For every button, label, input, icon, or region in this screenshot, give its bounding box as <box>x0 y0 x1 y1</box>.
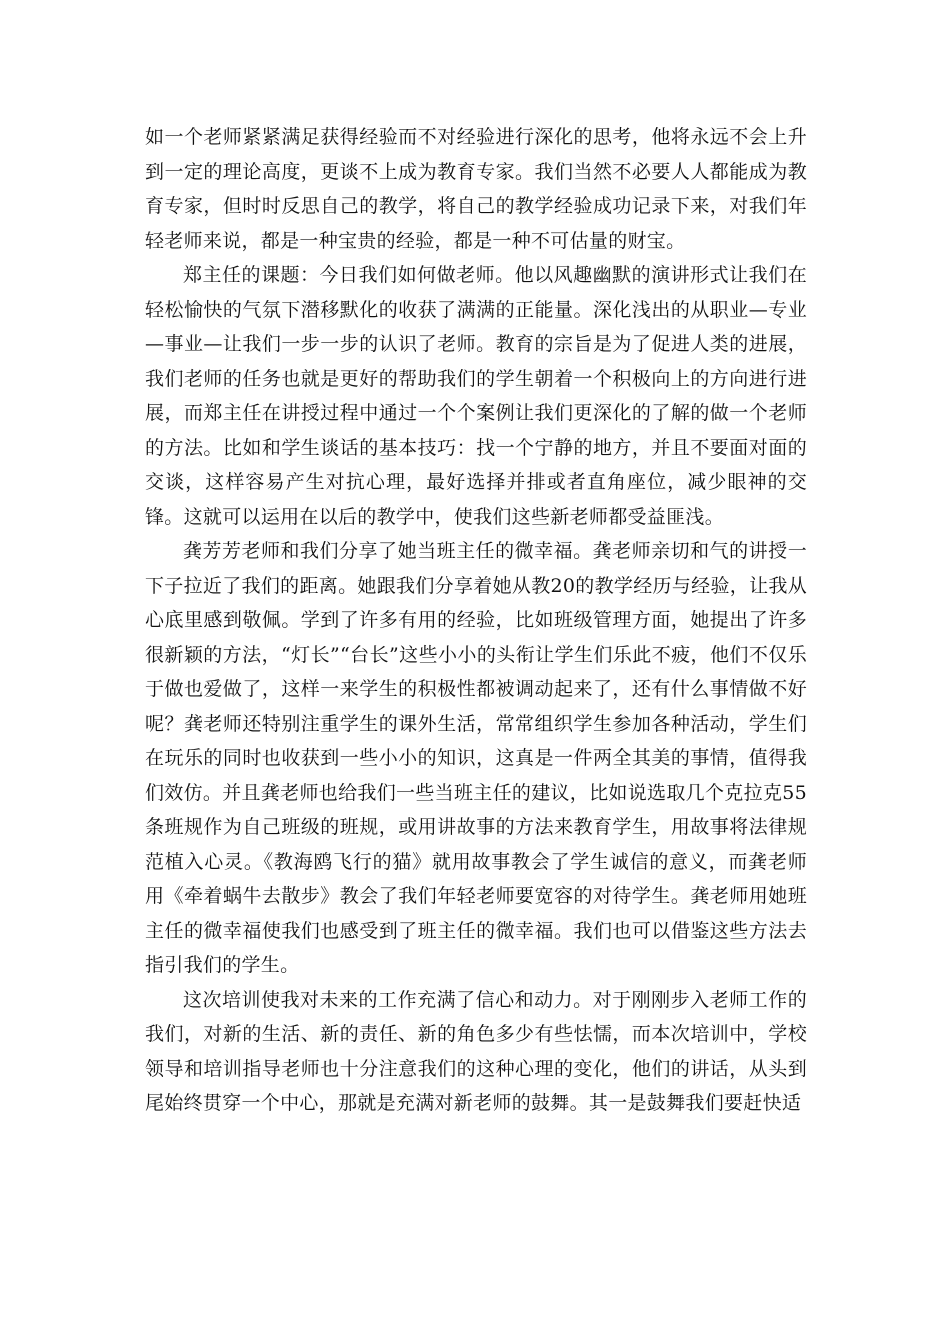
document-body <box>145 120 807 1121</box>
paragraph-zheng-director: 郑主任的课题：今日我们如何做老师。他以风趣幽默的演讲形式让我们在轻松愉快的气氛下潜移默化的收获了满满的正能量。深化浅出的从职业—专业—事业—让我们一步一步的认识了老师。教育的宗旨是为了促进人类的进展，我们老师的任务也就是更好的帮助我们的学生朝着一个积极向上的方向进行进展，而郑主任在讲授过程中通过一个个案例让我们更深化的了解的做一个老师的方法。比如和学生谈话的基本技巧：找一个宁静的地方，并且不要面对面的交谈，这样容易产生对抗心理，最好选择并排或者直角座位，减少眼神的交锋。这就可以运用在以后的教学中，使我们这些新老师都受益匪浅。 <box>145 264 807 528</box>
paragraph-gong-teacher: 龚芳芳老师和我们分享了她当班主任的微幸福。龚老师亲切和气的讲授一下子拉近了我们的距离。她跟我们分享着她从教20的教学经历与经验，让我从心底里感到敬佩。学到了许多有用的经验，比如班级管理方面，她提出了许多很新颖的方法，“灯长”“台长”这些小小的头衔让学生们乐此不疲，他们不仅乐于做也爱做了，这样一来学生的积极性都被调动起来了，还有什么事情做不好呢？龚老师还特别注重学生的课外生活，常常组织学生参加各种活动，学生们在玩乐的同时也收获到一些小小的知识，这真是一件两全其美的事情，值得我们效仿。并且龚老师也给我们一些当班主任的建议，比如说选取几个克拉克55条班规作为自己班级的班规，或用讲故事的方法来教育学生，用故事将法律规范植入心灵。《教海鸥飞行的猫》就用故事教会了学生诚信的意义，而龚老师用《牵着蜗牛去散步》教会了我们年轻老师要宽容的对待学生。龚老师用她班主任的微幸福使我们也感受到了班主任的微幸福。我们也可以借鉴这些方法去指引我们的学生。 <box>145 540 807 976</box>
paragraph-continuation: 如一个老师紧紧满足获得经验而不对经验进行深化的思考，他将永远不会上升到一定的理论高度，更谈不上成为教育专家。我们当然不必要人人都能成为教育专家，但时时反思自己的教学，将自己的教学经验成功记录下来，对我们年轻老师来说，都是一种宝贵的经验，都是一种不可估量的财宝。 <box>145 126 807 252</box>
paragraph-training-confidence: 这次培训使我对未来的工作充满了信心和动力。对于刚刚步入老师工作的我们，对新的生活、新的责任、新的角色多少有些怯懦，而本次培训中，学校领导和培训指导老师也十分注意我们的这种心理的变化，他们的讲话，从头到尾始终贯穿一个中心，那就是充满对新老师的鼓舞。其一是鼓舞我们要赶快适 <box>145 988 807 1114</box>
